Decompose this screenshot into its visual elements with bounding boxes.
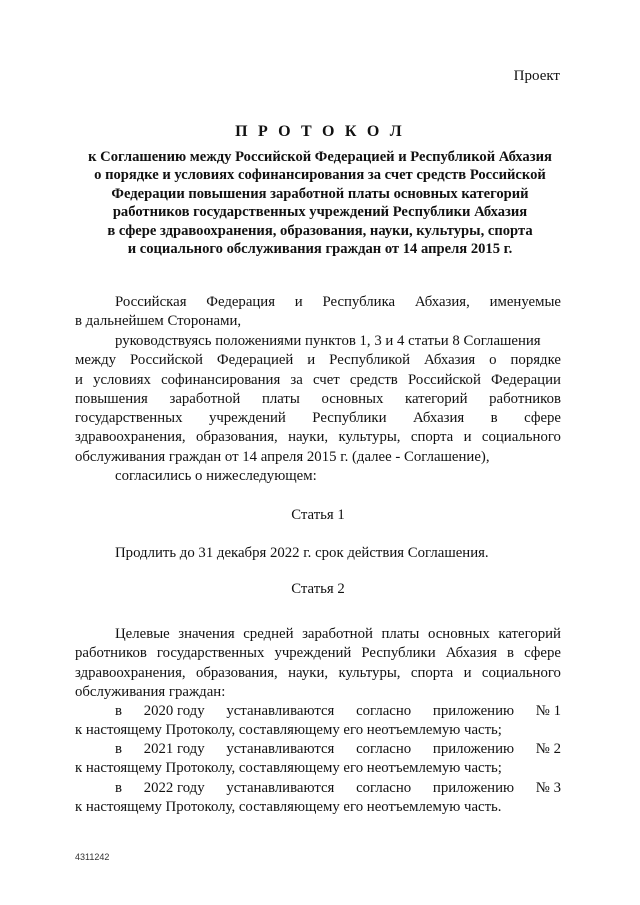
word: науки,: [288, 664, 329, 681]
article-2-heading: Статья 2: [291, 581, 345, 597]
word: счет: [313, 371, 340, 388]
subtitle-line: к Соглашению между Российской Федерацией и Республикой Абхазия: [88, 149, 552, 165]
word: культуры,: [338, 429, 401, 446]
word: порядке: [510, 352, 561, 369]
text-line: руководствуясь положениями пунктов 1, 3 и 4 статьи 8 Соглашения: [115, 333, 541, 349]
word: приложению: [432, 741, 515, 757]
word: в: [115, 741, 122, 757]
word: согласно: [356, 703, 412, 719]
document-code: 4311242: [75, 852, 110, 862]
word: в: [490, 410, 498, 427]
article-1-heading: Статья 1: [291, 507, 345, 523]
word: образования,: [195, 429, 278, 446]
word: Республика: [322, 294, 396, 310]
word: 2021 году: [143, 741, 205, 757]
draft-label: Проект: [513, 68, 560, 84]
text-line: к настоящему Протоколу, составляющему его неотъемлемую часть.: [75, 799, 502, 816]
text-line: в дальнейшем Сторонами,: [75, 313, 242, 330]
article-1-text: [75, 544, 561, 563]
word: о: [489, 352, 497, 369]
word: и: [307, 352, 316, 369]
justified-line: [75, 740, 561, 759]
word: социального: [481, 664, 561, 681]
word: и: [294, 294, 303, 310]
word: учреждений: [208, 410, 286, 427]
word: работников: [489, 390, 561, 407]
word: согласно: [356, 741, 412, 757]
word: за: [290, 371, 303, 388]
subtitle-line: и социального обслуживания граждан от 14 апреля 2015 г.: [127, 241, 513, 258]
word: № 2: [535, 741, 561, 757]
word: Абхазия,: [414, 294, 470, 310]
justified-line: [75, 625, 561, 644]
word: сфере: [524, 410, 561, 427]
word: основных: [427, 626, 490, 642]
word: социального: [481, 429, 561, 446]
word: устанавливаются: [226, 703, 335, 719]
subtitle-line: в сфере здравоохранения, образования, науки, культуры, спорта: [107, 222, 533, 239]
word: основных: [321, 390, 384, 407]
word: Республикой: [329, 352, 411, 369]
word: Республики: [312, 410, 387, 427]
justified-line: [75, 644, 561, 663]
text-line: Продлить до 31 декабря 2022 г. срок действия Соглашения.: [115, 545, 489, 561]
justified-line: [75, 390, 561, 409]
document-subtitle: [75, 148, 565, 258]
word: приложению: [432, 780, 515, 796]
word: устанавливаются: [226, 780, 335, 796]
word: средней: [243, 626, 294, 642]
word: платы: [261, 390, 300, 407]
justified-line: [75, 428, 561, 447]
word: работников: [75, 645, 147, 662]
word: заработной: [302, 626, 373, 642]
word: в: [115, 703, 122, 719]
text-line: к настоящему Протоколу, составляющему его неотъемлемую часть;: [75, 722, 502, 739]
article-2-item-1: [75, 702, 561, 741]
word: Абхазия: [412, 410, 465, 427]
word: Целевые: [115, 626, 170, 642]
preamble-guided: [75, 332, 561, 467]
text-line: согласились о нижеследующем:: [115, 468, 317, 484]
word: платы: [381, 626, 420, 642]
word: государственных: [156, 645, 265, 662]
word: Федерации: [491, 371, 561, 388]
word: и: [463, 664, 472, 681]
word: культуры,: [338, 664, 401, 681]
word: 2020 году: [143, 703, 205, 719]
text-line: к настоящему Протоколу, составляющему его неотъемлемую часть;: [75, 760, 502, 777]
text-line: обслуживания граждан:: [75, 683, 226, 700]
word: здравоохранения,: [75, 429, 186, 446]
word: повышения: [75, 390, 148, 407]
word: категорий: [405, 390, 468, 407]
word: в: [507, 645, 514, 662]
word: Российской: [130, 352, 203, 369]
word: Абхазия: [423, 352, 476, 369]
justified-line: [75, 351, 561, 370]
article-2-item-2: [75, 740, 561, 779]
document-title: П Р О Т О К О Л: [235, 123, 405, 140]
word: Российская: [115, 294, 187, 310]
word: сфере: [524, 645, 561, 662]
justified-line: [75, 664, 561, 683]
word: науки,: [288, 429, 329, 446]
preamble-parties: [75, 293, 561, 332]
word: именуемые: [489, 294, 561, 310]
justified-line: [75, 409, 561, 428]
subtitle-line: о порядке и условиях софинансирования за счет средств Российской: [94, 167, 546, 184]
word: 2022 году: [143, 780, 205, 796]
word: Российской: [407, 371, 481, 388]
justified-line: [75, 293, 561, 312]
text-line: обслуживания граждан от 14 апреля 2015 г. (далее - Соглашение),: [75, 448, 490, 465]
word: № 3: [535, 780, 561, 796]
preamble-agreed: [75, 467, 561, 486]
word: Федерацией: [216, 352, 294, 369]
word: категорий: [498, 626, 561, 642]
word: в: [115, 780, 122, 796]
word: приложению: [432, 703, 515, 719]
word: между: [75, 352, 117, 369]
word: Федерация: [206, 294, 276, 310]
word: софинансирования: [161, 371, 281, 388]
word: Абхазия: [445, 645, 497, 662]
word: заработной: [169, 390, 241, 407]
word: государственных: [75, 410, 183, 427]
word: согласно: [356, 780, 412, 796]
word: № 1: [535, 703, 561, 719]
word: спорта: [410, 664, 454, 681]
subtitle-line: Федерации повышения заработной платы основных категорий: [111, 185, 529, 202]
word: учреждений: [274, 645, 352, 662]
article-2-intro: [75, 625, 561, 702]
justified-line: [75, 779, 561, 798]
article-2-item-3: [75, 779, 561, 818]
word: условиях: [93, 371, 151, 388]
justified-line: [75, 702, 561, 721]
word: и: [75, 371, 83, 388]
word: устанавливаются: [226, 741, 335, 757]
word: спорта: [410, 429, 454, 446]
word: и: [463, 429, 472, 446]
justified-line: [75, 371, 561, 390]
subtitle-line: работников государственных учреждений Республики Абхазия: [112, 204, 528, 221]
word: средств: [349, 371, 398, 388]
word: значения: [178, 626, 235, 642]
word: Республики: [361, 645, 436, 662]
word: здравоохранения,: [75, 664, 186, 681]
word: образования,: [195, 664, 278, 681]
